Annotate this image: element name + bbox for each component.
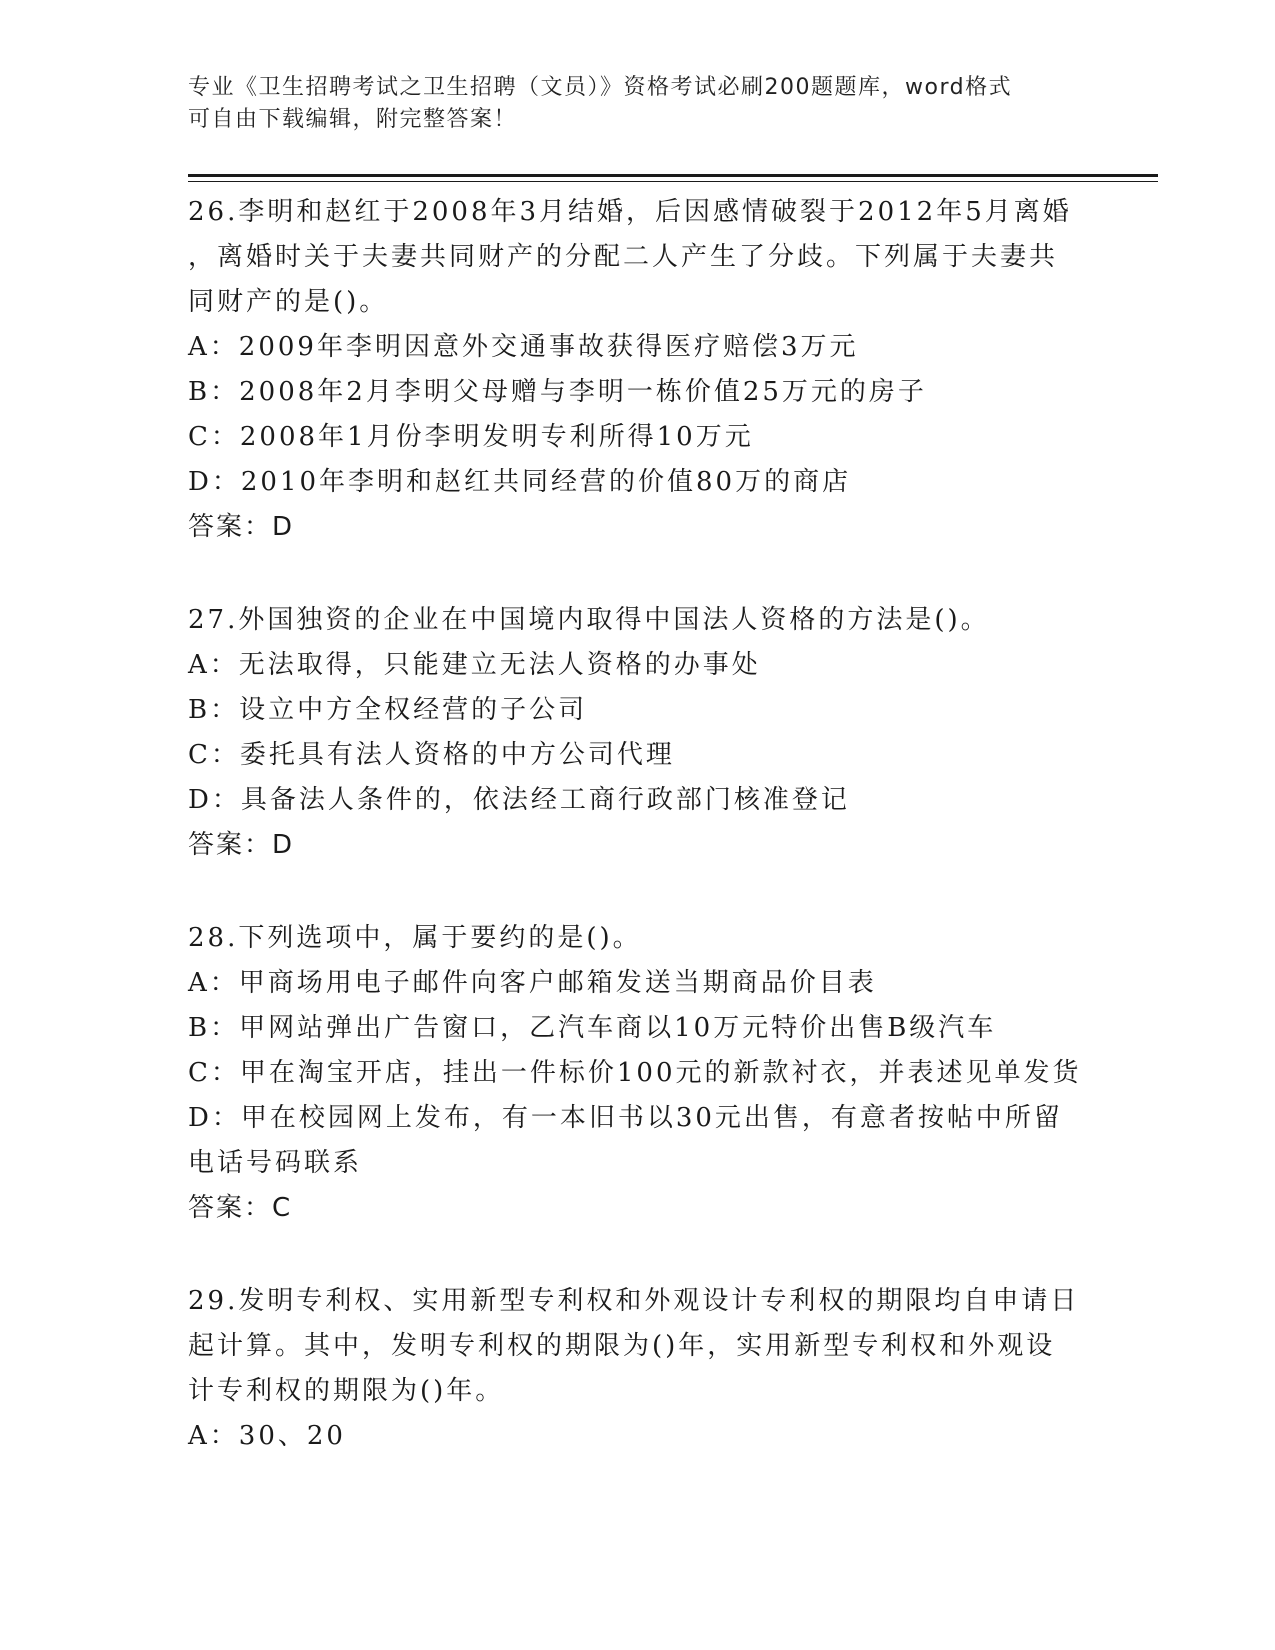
question-list bbox=[188, 190, 1088, 1507]
option-c: C：委托具有法人资格的中方公司代理 bbox=[188, 740, 675, 770]
answer: 答案：D bbox=[188, 512, 295, 542]
question-text: 计专利权的期限为()年。 bbox=[188, 1376, 505, 1406]
option-a: A：无法取得，只能建立无法人资格的办事处 bbox=[188, 650, 761, 680]
question-26 bbox=[188, 190, 1088, 550]
header-rule-thin bbox=[188, 181, 1158, 182]
option-c: C：2008年1月份李明发明专利所得10万元 bbox=[188, 422, 754, 452]
option-d-continued: 电话号码联系 bbox=[188, 1148, 363, 1178]
option-a: A：甲商场用电子邮件向客户邮箱发送当期商品价目表 bbox=[188, 968, 877, 998]
option-b: B：设立中方全权经营的子公司 bbox=[188, 695, 588, 725]
question-text: ，离婚时关于夫妻共同财产的分配二人产生了分歧。下列属于夫妻共 bbox=[188, 242, 1059, 272]
option-a: A：30、20 bbox=[188, 1421, 346, 1451]
option-a: A：2009年李明因意外交通事故获得医疗赔偿3万元 bbox=[188, 332, 859, 362]
header-rule-thick bbox=[188, 174, 1158, 177]
option-c: C：甲在淘宝开店，挂出一件标价100元的新款衬衣，并表述见单发货 bbox=[188, 1058, 1082, 1088]
question-29 bbox=[188, 1279, 1088, 1459]
option-d: D：具备法人条件的，依法经工商行政部门核准登记 bbox=[188, 785, 850, 815]
question-text: 同财产的是()。 bbox=[188, 287, 389, 317]
question-text: 29.发明专利权、实用新型专利权和外观设计专利权的期限均自申请日 bbox=[188, 1286, 1080, 1316]
document-header bbox=[188, 72, 1068, 136]
header-line: 专业《卫生招聘考试之卫生招聘（文员）》资格考试必刷200题题库，word格式 bbox=[188, 75, 1013, 100]
answer: 答案：C bbox=[188, 1193, 293, 1223]
answer: 答案：D bbox=[188, 830, 295, 860]
question-text: 26.李明和赵红于2008年3月结婚，后因感情破裂于2012年5月离婚 bbox=[188, 197, 1072, 227]
question-text: 起计算。其中，发明专利权的期限为()年，实用新型专利权和外观设 bbox=[188, 1331, 1056, 1361]
header-line: 可自由下载编辑，附完整答案！ bbox=[188, 107, 518, 132]
option-b: B：甲网站弹出广告窗口，乙汽车商以10万元特价出售B级汽车 bbox=[188, 1013, 997, 1043]
question-28 bbox=[188, 916, 1088, 1231]
question-text: 27.外国独资的企业在中国境内取得中国法人资格的方法是()。 bbox=[188, 605, 990, 635]
option-d: D：甲在校园网上发布，有一本旧书以30元出售，有意者按帖中所留 bbox=[188, 1103, 1063, 1133]
option-d: D：2010年李明和赵红共同经营的价值80万的商店 bbox=[188, 467, 852, 497]
question-27 bbox=[188, 598, 1088, 868]
option-b: B：2008年2月李明父母赠与李明一栋价值25万元的房子 bbox=[188, 377, 927, 407]
question-text: 28.下列选项中，属于要约的是()。 bbox=[188, 923, 642, 953]
